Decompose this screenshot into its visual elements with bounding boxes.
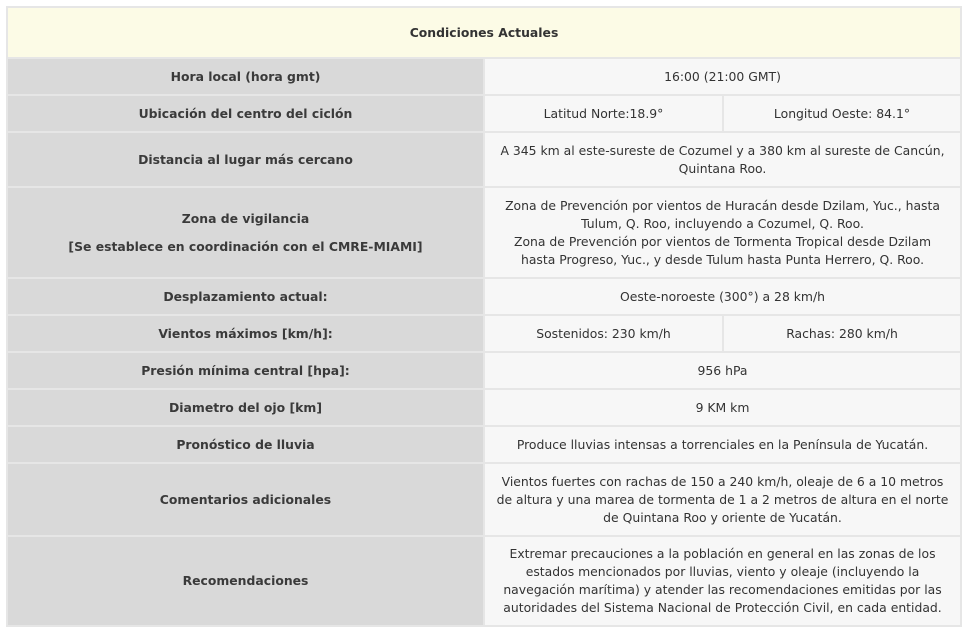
current-conditions-panel bbox=[6, 6, 960, 627]
table-row bbox=[7, 132, 961, 187]
table-title-row bbox=[7, 7, 961, 58]
table-row bbox=[7, 315, 961, 352]
table-row bbox=[7, 536, 961, 626]
additional-comments-value: Vientos fuertes con rachas de 150 a 240 km/h, oleaje de 6 a 10 metros de altura y una marea de tormenta de 1 a 2 metros de altura en el norte de Quintana Roo y oriente de Yucatán. bbox=[484, 463, 961, 536]
gusts-value: Rachas: 280 km/h bbox=[723, 315, 961, 352]
additional-comments-label: Comentarios adicionales bbox=[7, 463, 484, 536]
tropical-storm-watch-text: Zona de Prevención por vientos de Tormenta Tropical desde Dzilam hasta Progreso, Yuc., y desde Tulum hasta Punta Herrero, Q. Roo. bbox=[513, 233, 932, 267]
max-winds-label: Vientos máximos [km/h]: bbox=[7, 315, 484, 352]
table-row bbox=[7, 187, 961, 278]
eye-diameter-label: Diametro del ojo [km] bbox=[7, 389, 484, 426]
movement-value: Oeste-noroeste (300°) a 28 km/h bbox=[484, 278, 961, 315]
longitude-value: Longitud Oeste: 84.1° bbox=[723, 95, 961, 132]
nearest-place-value: A 345 km al este-sureste de Cozumel y a 380 km al sureste de Cancún, Quintana Roo. bbox=[484, 132, 961, 187]
table-row bbox=[7, 58, 961, 95]
local-time-value: 16:00 (21:00 GMT) bbox=[484, 58, 961, 95]
min-pressure-label: Presión mínima central [hpa]: bbox=[7, 352, 484, 389]
local-time-label: Hora local (hora gmt) bbox=[7, 58, 484, 95]
latitude-value: Latitud Norte:18.9° bbox=[484, 95, 723, 132]
watch-zone-label-cell bbox=[7, 187, 484, 278]
recommendations-value: Extremar precauciones a la población en general en las zonas de los estados mencionados por lluvias, viento y oleaje (incluyendo la navegación marítima) y atender las recomendaciones emitidas por las autoridades del Sistema Nacional de Protección Civil, en cada entidad. bbox=[484, 536, 961, 626]
rain-forecast-value: Produce lluvias intensas a torrenciales en la Península de Yucatán. bbox=[484, 426, 961, 463]
table-row bbox=[7, 95, 961, 132]
watch-zone-label: Zona de vigilancia bbox=[181, 210, 310, 226]
recommendations-label: Recomendaciones bbox=[7, 536, 484, 626]
table-row bbox=[7, 352, 961, 389]
nearest-place-label: Distancia al lugar más cercano bbox=[7, 132, 484, 187]
table-row bbox=[7, 426, 961, 463]
hurricane-watch-text: Zona de Prevención por vientos de Huracán desde Dzilam, Yuc., hasta Tulum, Q. Roo, incluyendo a Cozumel, Q. Roo. bbox=[505, 197, 940, 231]
table-row bbox=[7, 389, 961, 426]
sustained-winds-value: Sostenidos: 230 km/h bbox=[484, 315, 723, 352]
table-row bbox=[7, 463, 961, 536]
cyclone-location-label: Ubicación del centro del ciclón bbox=[7, 95, 484, 132]
movement-label: Desplazamiento actual: bbox=[7, 278, 484, 315]
min-pressure-value: 956 hPa bbox=[484, 352, 961, 389]
table-title: Condiciones Actuales bbox=[7, 7, 961, 58]
current-conditions-table bbox=[6, 6, 962, 627]
rain-forecast-label: Pronóstico de lluvia bbox=[7, 426, 484, 463]
table-row bbox=[7, 278, 961, 315]
watch-zone-sublabel: [Se establece en coordinación con el CMRE-MIAMI] bbox=[68, 238, 423, 254]
eye-diameter-value: 9 KM km bbox=[484, 389, 961, 426]
watch-zone-value-cell bbox=[484, 187, 961, 278]
